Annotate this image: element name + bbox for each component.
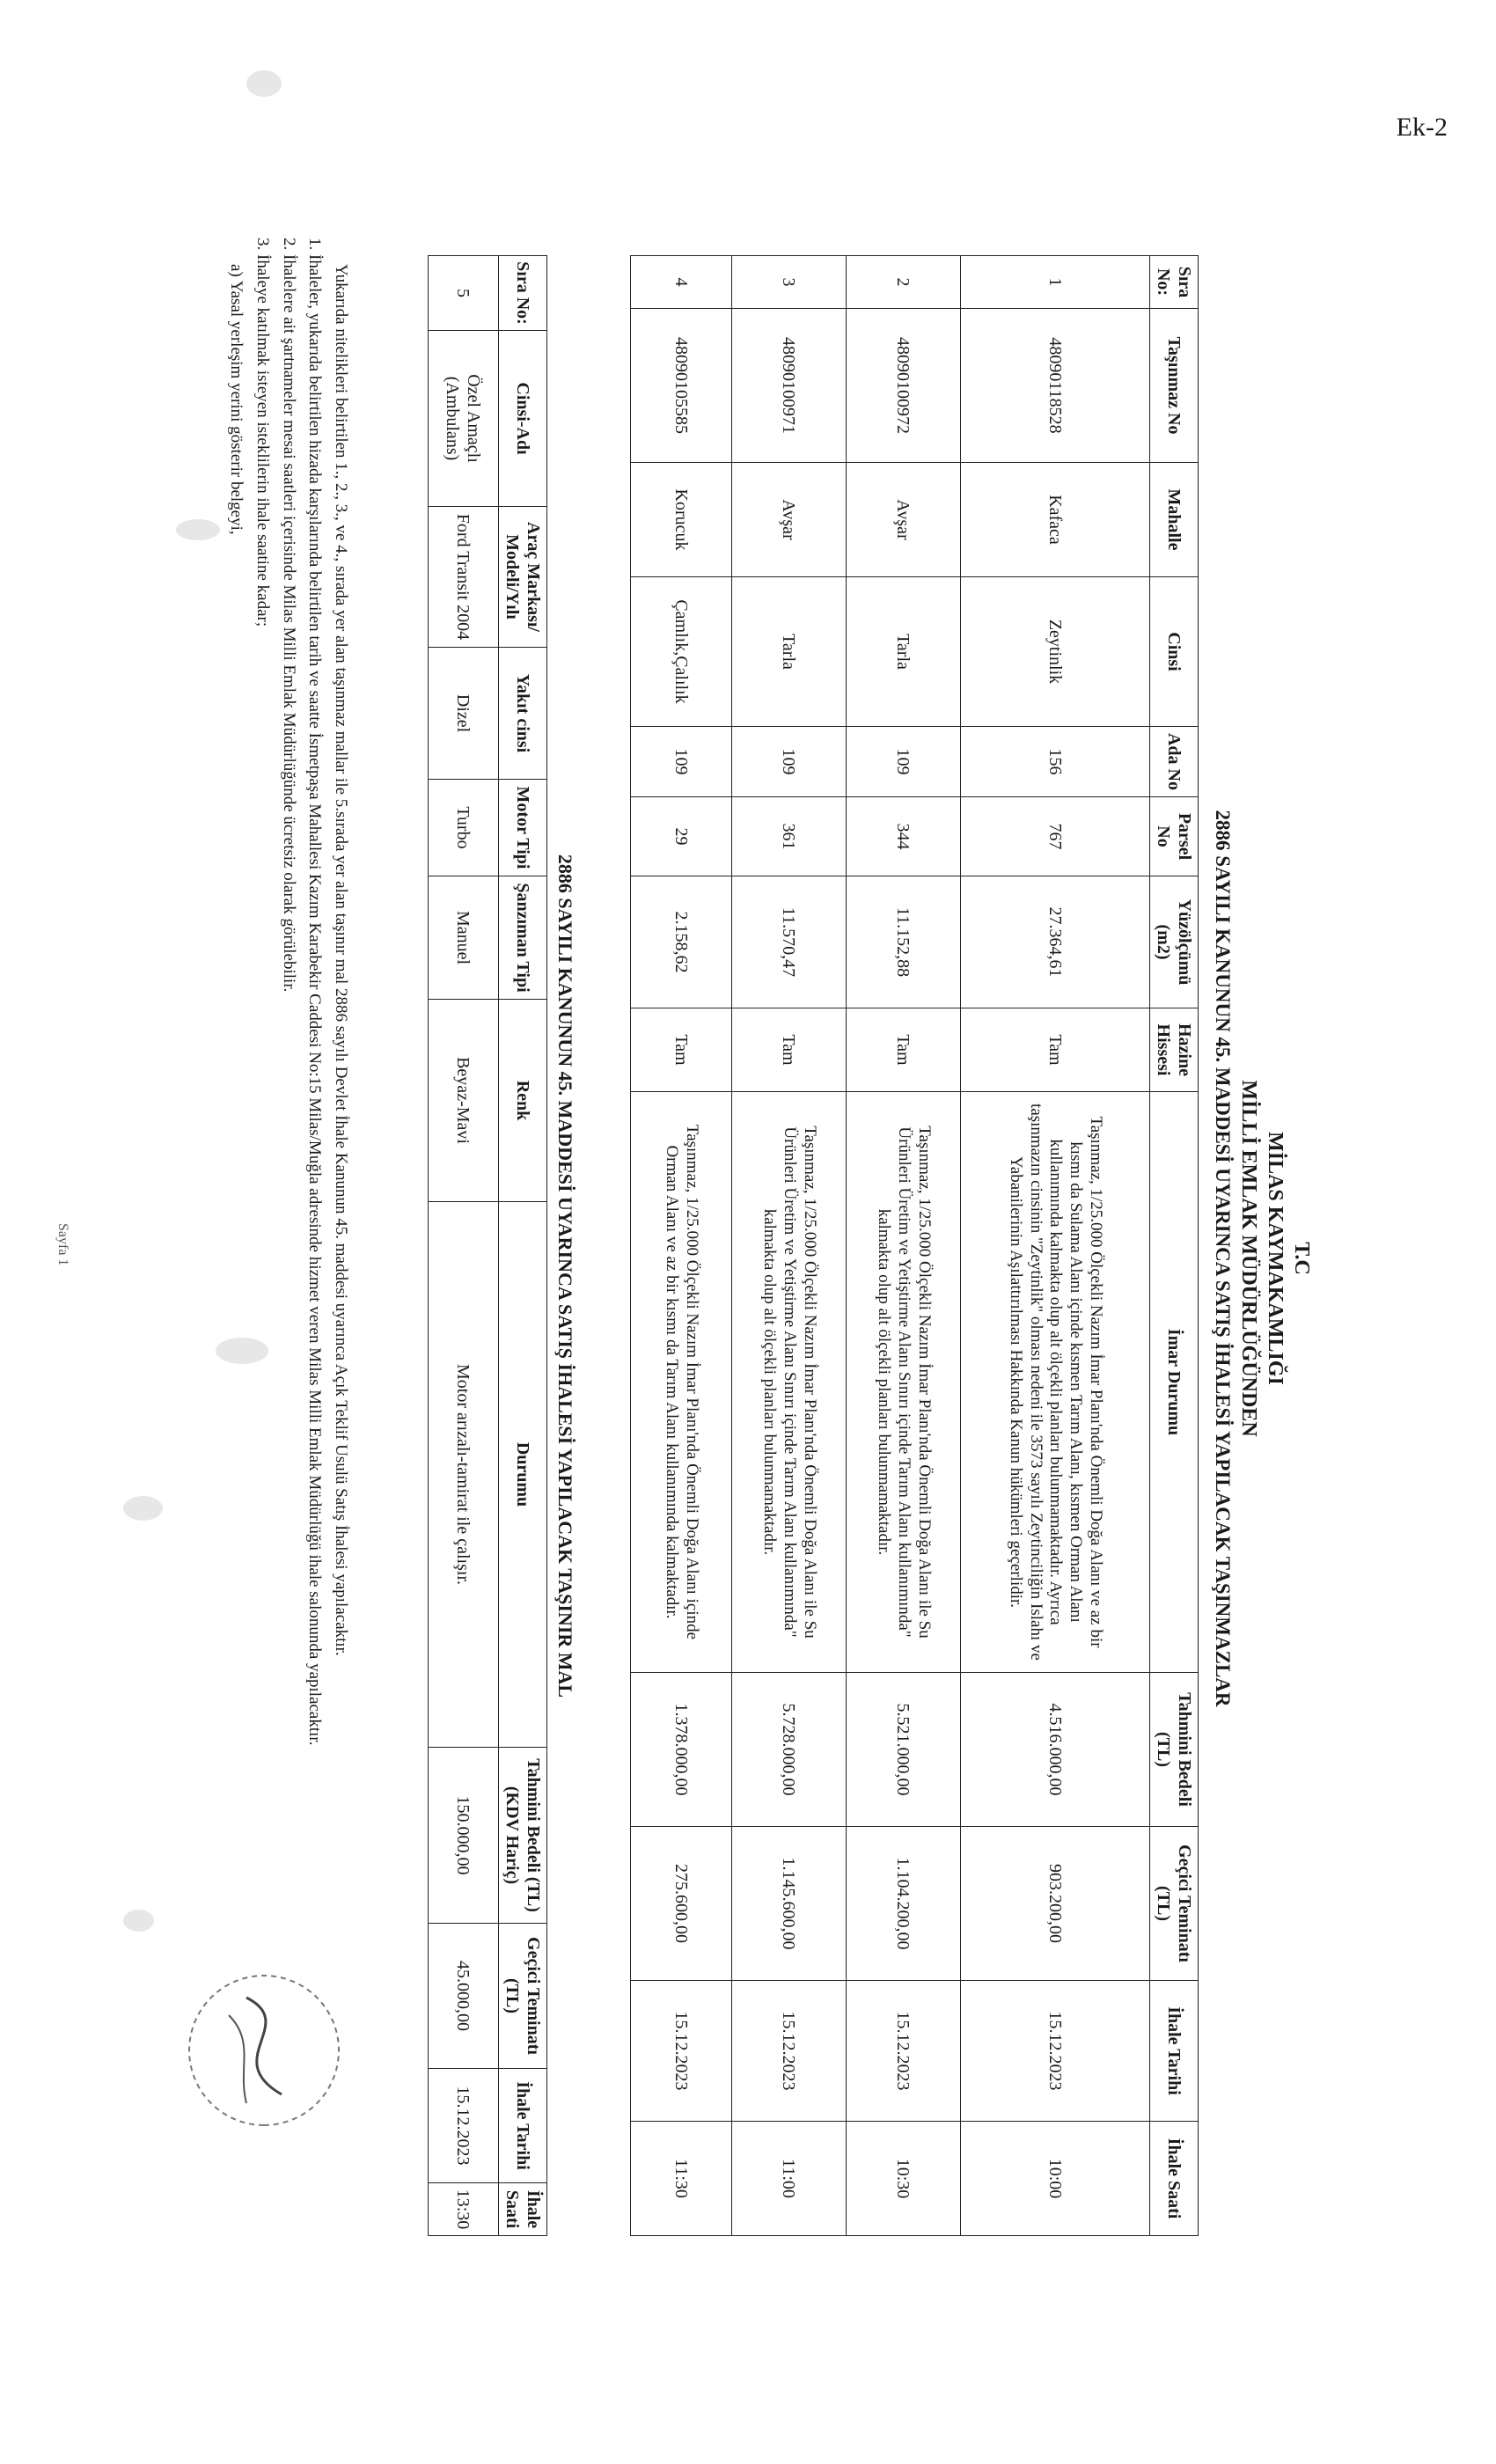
table-cell: 4 [631,256,732,309]
scan-noise-mark [176,519,220,540]
table-cell: Avşar [732,463,847,577]
table-cell: 275.600,00 [631,1827,732,1981]
table-row [961,256,1150,2236]
table-cell: 5.521.000,00 [847,1673,961,1827]
column-header: Geçici Teminatı (TL) [1150,1827,1199,1981]
table-row [732,256,847,2236]
table-cell: 903.200,00 [961,1827,1150,1981]
column-header: Yakıt cinsi [499,648,547,780]
column-header: Renk [499,1000,547,1202]
column-header: Parsel No [1150,797,1199,876]
table-cell: 11.152,88 [847,876,961,1008]
column-header: Tahmini Bedeli (TL) [1150,1673,1199,1827]
table-cell: Çamlık,Çalılık [631,577,732,727]
table-cell: 767 [961,797,1150,876]
note-3a: a) Yasal yerleşim yerini gösterir belgeyi, [227,264,246,535]
column-header: Mahalle [1150,463,1199,577]
column-header: Yüzölçümü (m2) [1150,876,1199,1008]
table-cell: 48090100972 [847,309,961,463]
note-intro: Yukarıda nitelikleri belirtilen 1., 2., 3., ve 4., sırada yer alan taşınmaz mallar ile 5.sırada yer alan taşınır mal 2886 sayılı Devlet İhale Kanunun 45. maddesi uyarınca Açık Teklif Usulü Satış İhalesi yapılacaktır. [332,264,350,1656]
table-cell: Motor arızalı-tamirat ile çalışır. [429,1202,499,1748]
table-cell: 4.516.000,00 [961,1673,1150,1827]
table-cell: Özel Amaçlı (Ambulans) [429,331,499,507]
signature-stamp-icon [176,1962,352,2138]
table-cell: 11:00 [732,2122,847,2236]
table-cell: 15.12.2023 [847,1981,961,2122]
table-row [429,256,499,2236]
column-header: İhale Saati [1150,2122,1199,2236]
note-1: 1. İhaleler, yukarıda belirtilen hizada karşılarında belirtilen tarih ve saatte İsmetpaşa Mahallesi Kazım Karabekir Caddesi No:15 Milas/Muğla adresinde hizmet veren Milas Milli Emlak Müdürlüğü ihale salonunda yapılacaktır. [305,238,325,1746]
table-cell: Beyaz-Mavi [429,1000,499,1202]
column-header: İmar Durumu [1150,1092,1199,1673]
table-cell: 15.12.2023 [961,1981,1150,2122]
table-cell: 2.158,62 [631,876,732,1008]
table-cell: Tarla [847,577,961,727]
table-cell: Taşınmaz, 1/25.000 Ölçekli Nazım İmar Planı'nda Önemli Doğa Alanı ve az bir kısmı da Sulama Alanı içinde kısmen Tarım Alanı, kısmen Orman Alanı kullanımında kalmakta olup alt ölçekli planları bulunmamaktadır. Ayrıca taşınmazın cinsinin "Zeytinlik" olması nedeni ile 3573 sayılı Zeytinciliğin Islahı ve Yabanilerinin Aşılattırılması Hakkında Kanun hükümleri geçerlidir. [961,1092,1150,1673]
header-mudurluk: MİLLİ EMLAK MÜDÜRLÜĞÜNDEN [1237,1080,1260,1437]
table-cell: 48090105585 [631,309,732,463]
attachment-label: Ek-2 [1396,113,1448,142]
table-cell: 48090100971 [732,309,847,463]
table-cell: 361 [732,797,847,876]
section2-title: 2886 SAYILI KANUNUN 45. MADDESİ UYARINCA SATIŞ İHALESİ YAPILACAK TAŞINIR MAL [554,854,576,1698]
table-cell: Tam [732,1008,847,1092]
scan-noise-mark [123,1910,154,1932]
table-cell: 5 [429,256,499,331]
table-cell: 15.12.2023 [732,1981,847,2122]
header-kaymakamlik: MİLAS KAYMAKAMLIĞI [1264,1132,1287,1385]
column-header: Şanzıman Tipi [499,876,547,1000]
column-header: Motor Tipi [499,780,547,876]
table-cell: Ford Transit 2004 [429,507,499,648]
table-cell: Taşınmaz, 1/25.000 Ölçekli Nazım İmar Planı'nda Önemli Doğa Alanı içinde Orman Alanı ve az bir kısmı da Tarım Alanı kullanımında kalmaktadır. [631,1092,732,1673]
table-cell: 3 [732,256,847,309]
table-cell: 45.000,00 [429,1924,499,2069]
table-cell: 2 [847,256,961,309]
table-cell: 29 [631,797,732,876]
table-cell: 109 [847,727,961,797]
table-cell: Turbo [429,780,499,876]
table-cell: 48090118528 [961,309,1150,463]
table-cell: Avşar [847,463,961,577]
table-cell: 10:00 [961,2122,1150,2236]
column-header: Taşınmaz No [1150,309,1199,463]
table-header-row [1150,256,1199,2236]
table-cell: Korucuk [631,463,732,577]
table-cell: 11:30 [631,2122,732,2236]
table-cell: 1.104.200,00 [847,1827,961,1981]
scan-noise-mark [216,1338,268,1364]
table-cell: Tam [847,1008,961,1092]
note-2: 2. İhalelere ait şartnameler mesai saatleri içerisinde Milas Milli Emlak Müdürlüğünde ücretsiz olarak görülebilir. [279,238,298,993]
table-row [631,256,732,2236]
header-tc: T.C [1290,1242,1313,1275]
column-header: Ada No [1150,727,1199,797]
column-header: Cinsi-Adı [499,331,547,507]
column-header: Geçici Teminatı (TL) [499,1924,547,2069]
table-cell: 344 [847,797,961,876]
table-cell: 1.145.600,00 [732,1827,847,1981]
column-header: Hazine Hissesi [1150,1008,1199,1092]
immovables-table [630,255,1199,2236]
table-cell: Tam [631,1008,732,1092]
scan-noise-mark [123,1496,163,1521]
table-cell: Manuel [429,876,499,1000]
table-cell: Dizel [429,648,499,780]
column-header: Durumu [499,1202,547,1748]
page-number: Sayfa 1 [55,1223,70,1266]
table-cell: 27.364,61 [961,876,1150,1008]
table-cell: 150.000,00 [429,1748,499,1924]
table-cell: Zeytinlik [961,577,1150,727]
table-cell: Taşınmaz, 1/25.000 Ölçekli Nazım İmar Planı'nda Önemli Doğa Alanı ile Su Ürünleri Üretim ve Yetiştirme Alanı Sınırı içinde Tarım Alanı kullanımında" kalmakta olup alt ölçekli planları bulunmamaktadır. [847,1092,961,1673]
table-row [847,256,961,2236]
column-header: Sıra No: [1150,256,1199,309]
column-header: Sıra No: [499,256,547,331]
table-cell: 1.378.000,00 [631,1673,732,1827]
table-cell: 109 [732,727,847,797]
column-header: İhale Tarihi [1150,1981,1199,2122]
table-cell: 15.12.2023 [429,2069,499,2183]
scan-noise-mark [246,70,282,97]
column-header: Tahmini Bedeli (TL) (KDV Hariç) [499,1748,547,1924]
table-cell: 5.728.000,00 [732,1673,847,1827]
header-title: 2886 SAYILI KANUNUN 45. MADDESİ UYARINCA SATIŞ İHALESİ YAPILACAK TAŞINMAZLAR [1212,810,1234,1707]
table-cell: 15.12.2023 [631,1981,732,2122]
table-cell: 1 [961,256,1150,309]
table-cell: 11.570,47 [732,876,847,1008]
table-cell: 10:30 [847,2122,961,2236]
table-header-row [499,256,547,2236]
table-cell: 13:30 [429,2183,499,2236]
movables-table [428,255,547,2236]
column-header: Cinsi [1150,577,1199,727]
table-cell: Kafaca [961,463,1150,577]
table-cell: Taşınmaz, 1/25.000 Ölçekli Nazım İmar Planı'nda Önemli Doğa Alanı ile Su Ürünleri Üretim ve Yetiştirme Alanı Sınırı içinde Tarım Alanı kullanımında" kalmakta olup alt ölçekli planları bulunmamaktadır. [732,1092,847,1673]
note-3: 3. İhaleye katılmak isteyen isteklilerin ihale saatine kadar; [253,238,273,627]
table-cell: 156 [961,727,1150,797]
table-cell: 109 [631,727,732,797]
column-header: İhale Saati [499,2183,547,2236]
column-header: Araç Markası/ Modeli/Yılı [499,507,547,648]
table-cell: Tam [961,1008,1150,1092]
table-cell: Tarla [732,577,847,727]
column-header: İhale Tarihi [499,2069,547,2183]
rotated-document [0,132,1320,2385]
